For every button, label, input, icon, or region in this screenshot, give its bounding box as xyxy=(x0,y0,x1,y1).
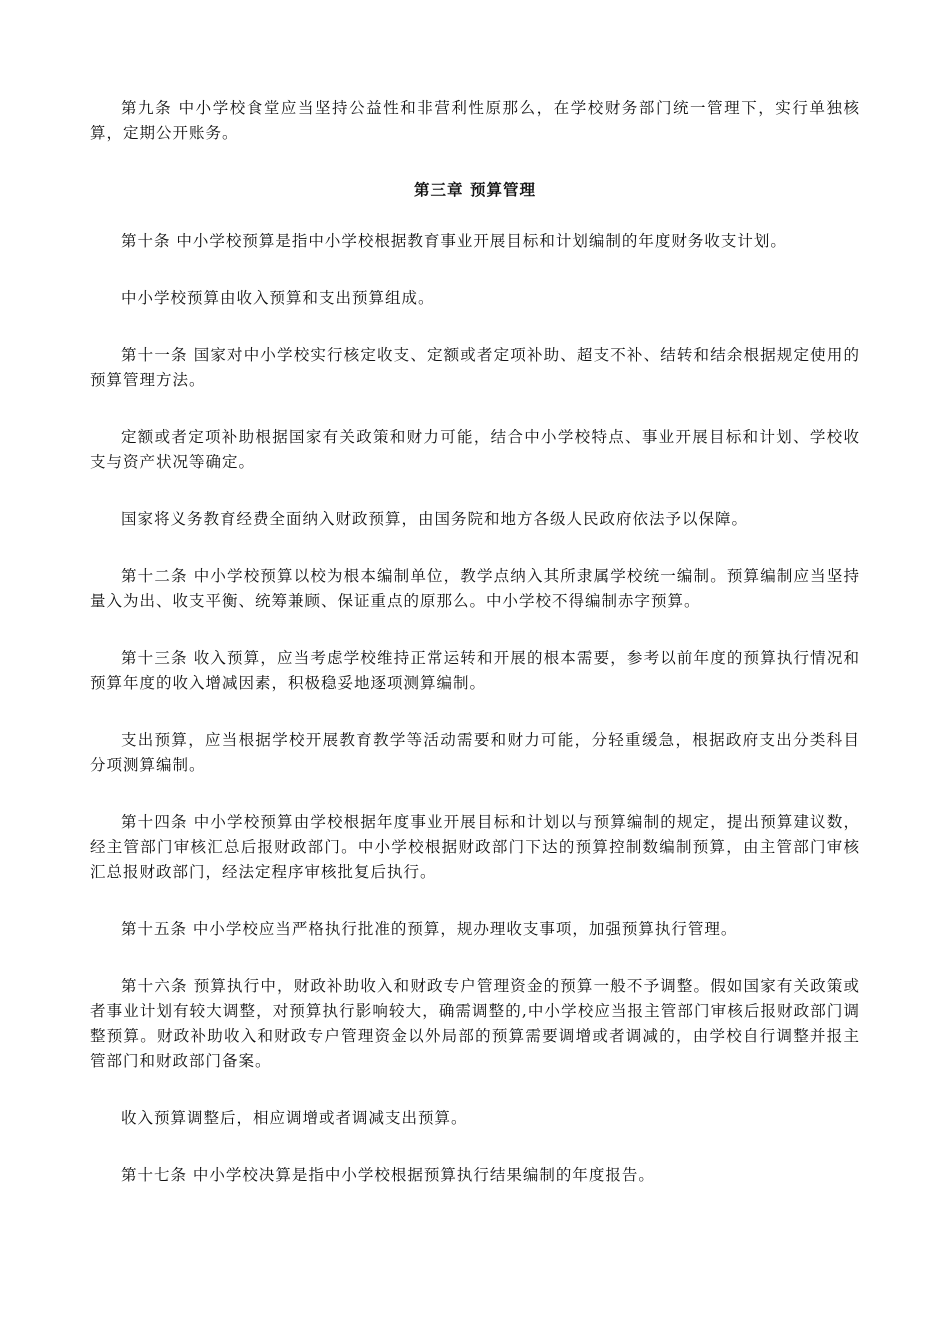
article-9-paragraph: 第九条 中小学校食堂应当坚持公益性和非营利性原那么，在学校财务部门统一管理下，实行单独核算，定期公开账务。 xyxy=(90,99,860,142)
article-10-paragraph: 第十条 中小学校预算是指中小学校根据教育事业开展目标和计划编制的年度财务收支计划。 xyxy=(121,232,787,250)
article-11-paragraph: 第十一条 国家对中小学校实行核定收支、定额或者定项补助、超支不补、结转和结余根据规定使用的预算管理方法。 xyxy=(90,346,860,389)
article-15-paragraph: 第十五条 中小学校应当严格执行批准的预算，规办理收支事项，加强预算执行管理。 xyxy=(121,920,738,938)
subsidy-determination-paragraph: 定额或者定项补助根据国家有关政策和财力可能，结合中小学校特点、事业开展目标和计划、学校收支与资产状况等确定。 xyxy=(90,428,860,471)
compulsory-education-funding-paragraph: 国家将义务教育经费全面纳入财政预算，由国务院和地方各级人民政府依法予以保障。 xyxy=(121,510,749,528)
budget-adjustment-paragraph: 收入预算调整后，相应调增或者调减支出预算。 xyxy=(121,1109,468,1127)
expenditure-budget-paragraph: 支出预算，应当根据学校开展教育教学等活动需要和财力可能，分轻重缓急，根据政府支出分类科目分项测算编制。 xyxy=(90,731,860,774)
article-16-paragraph: 第十六条 预算执行中，财政补助收入和财政专户管理资金的预算一般不予调整。假如国家有关政策或者事业计划有较大调整，对预算执行影响较大，确需调整的,中小学校应当报主管部门审核后报财政部门调整预算。财政补助收入和财政专户管理资金以外局部的预算需要调增或者调减的，由学校自行调整并报主管部门和财政部门备案。 xyxy=(90,977,860,1070)
article-14-paragraph: 第十四条 中小学校预算由学校根据年度事业开展目标和计划以与预算编制的规定，提出预算建议数，经主管部门审核汇总后报财政部门。中小学校根据财政部门下达的预算控制数编制预算，由主管部门审核汇总报财政部门，经法定程序审核批复后执行。 xyxy=(90,813,860,881)
article-17-paragraph: 第十七条 中小学校决算是指中小学校根据预算执行结果编制的年度报告。 xyxy=(121,1166,655,1184)
document-page xyxy=(90,96,860,1220)
budget-composition-paragraph: 中小学校预算由收入预算和支出预算组成。 xyxy=(121,289,435,307)
chapter-title: 第三章 预算管理 xyxy=(414,181,536,199)
article-13-paragraph: 第十三条 收入预算，应当考虑学校维持正常运转和开展的根本需要，参考以前年度的预算执行情况和预算年度的收入增减因素，积极稳妥地逐项测算编制。 xyxy=(90,649,860,692)
article-12-paragraph: 第十二条 中小学校预算以校为根本编制单位，教学点纳入其所隶属学校统一编制。预算编制应当坚持量入为出、收支平衡、统筹兼顾、保证重点的原那么。中小学校不得编制赤字预算。 xyxy=(90,567,860,610)
